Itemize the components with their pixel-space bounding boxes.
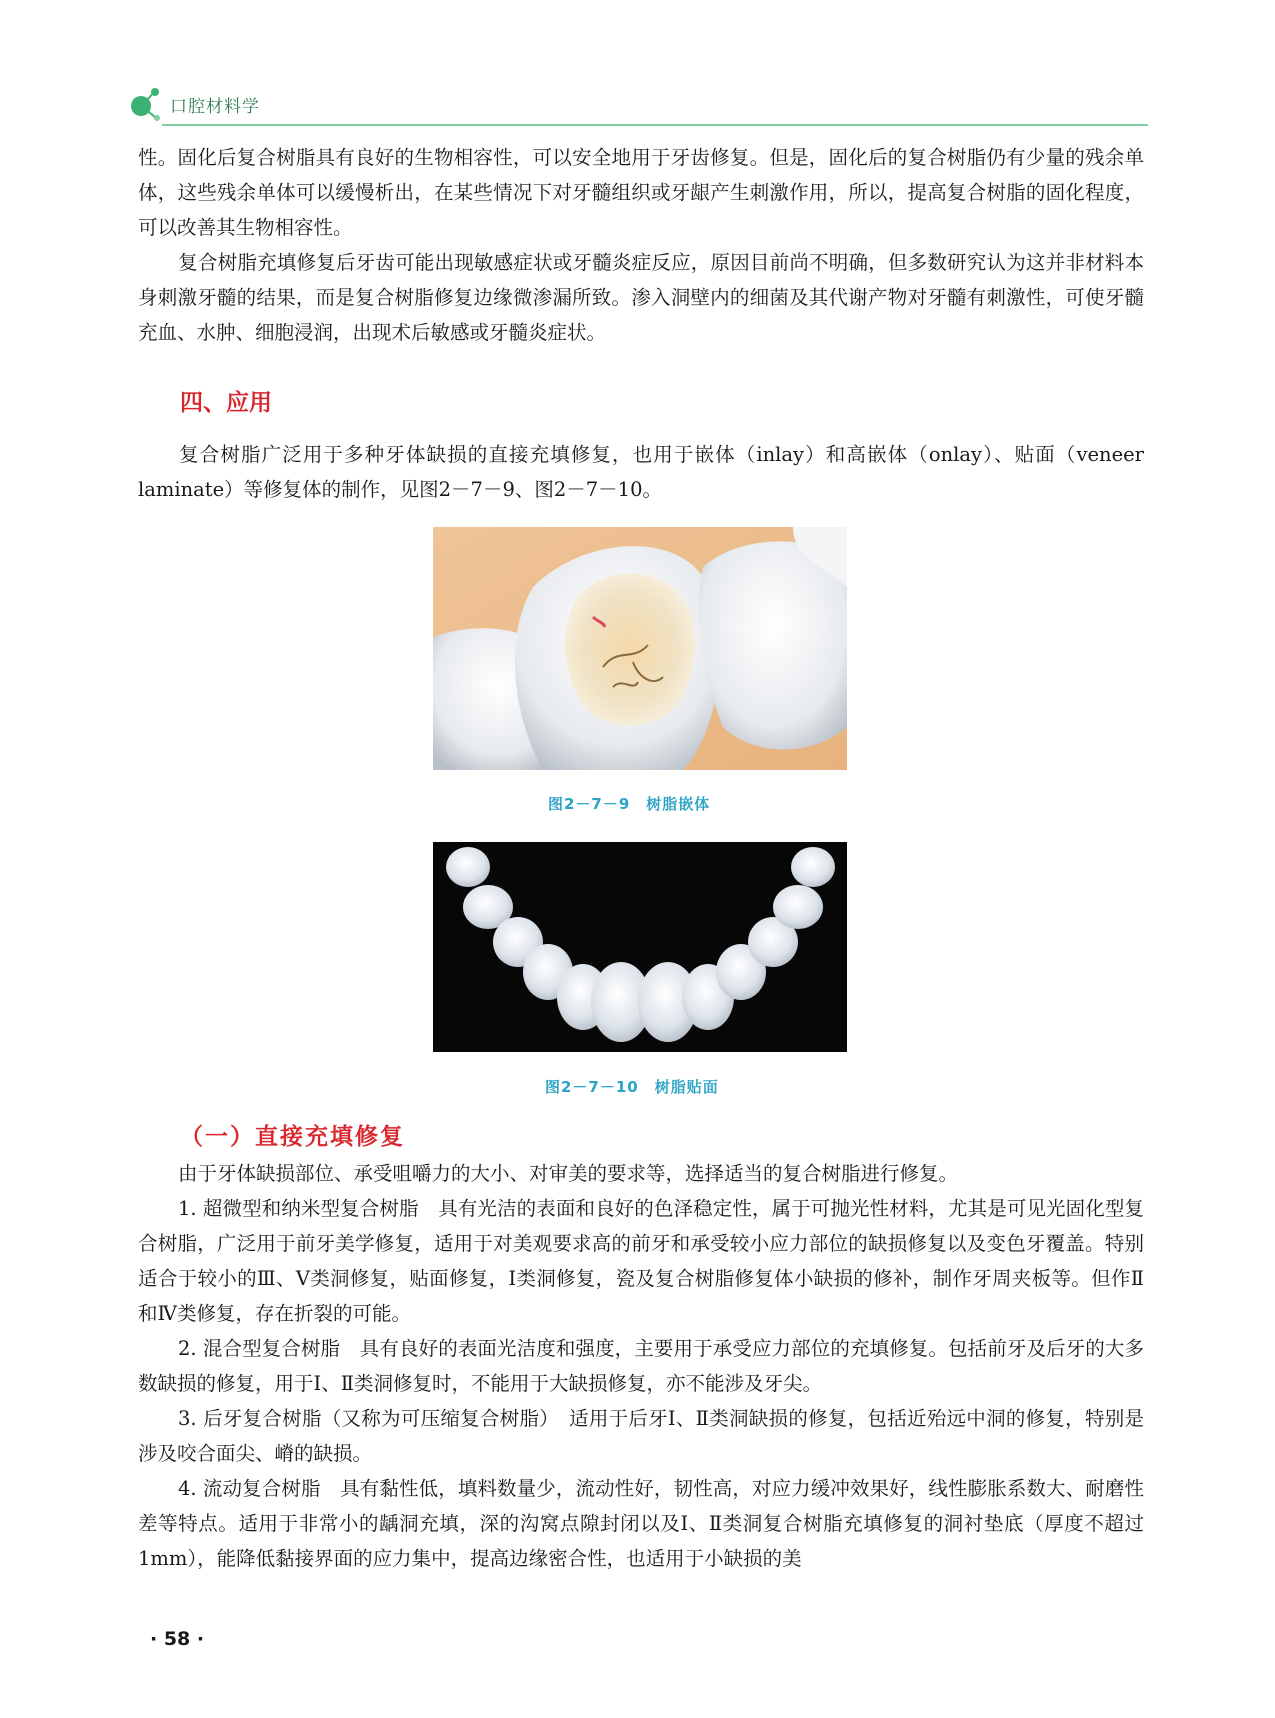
paragraph-4-text: 由于牙体缺损部位、承受咀嚼力的大小、对审美的要求等，选择适当的复合树脂进行修复。 [178, 1162, 959, 1185]
paragraph-1-text: 性。固化后复合树脂具有良好的生物相容性，可以安全地用于牙齿修复。但是，固化后的复合树脂仍有少量的残余单体，这些残余单体可以缓慢析出，在某些情况下对牙髓组织或牙龈产生刺激作用，所以，提高复合树脂的固化程度，可以改善其生物相容性。 [138, 146, 1144, 239]
book-title: 口腔材料学 [170, 97, 260, 117]
paragraph-6 [138, 1331, 1144, 1401]
page-number: · 58 · [150, 1628, 205, 1650]
header-rule [162, 124, 1148, 126]
paragraph-5-text: 1. 超微型和纳米型复合树脂 具有光洁的表面和良好的色泽稳定性，属于可抛光性材料，尤其是可见光固化型复合树脂，广泛用于前牙美学修复，适用于对美观要求高的前牙和承受较小应力部位的缺损修复以及变色牙覆盖。特别适合于较小的Ⅲ、Ⅴ类洞修复，贴面修复，Ⅰ类洞修复，瓷及复合树脂修复体小缺损的修补，制作牙周夹板等。但作Ⅱ和Ⅳ类修复，存在折裂的可能。 [138, 1197, 1144, 1325]
paragraph-8 [138, 1471, 1144, 1576]
paragraph-5 [138, 1191, 1144, 1331]
running-header [128, 86, 1148, 126]
subsection-heading: （一）直接充填修复 [180, 1123, 405, 1150]
paragraph-7-text: 3. 后牙复合树脂（又称为可压缩复合树脂） 适用于后牙Ⅰ、Ⅱ类洞缺损的修复，包括近殆远中洞的修复，特别是涉及咬合面尖、嵴的缺损。 [138, 1407, 1144, 1465]
paragraph-3 [138, 437, 1144, 507]
paragraph-2 [138, 245, 1144, 350]
figure-2-caption: 图2－7－10 树脂贴面 [545, 1078, 719, 1096]
paragraph-6-text: 2. 混合型复合树脂 具有良好的表面光洁度和强度，主要用于承受应力部位的充填修复。包括前牙及后牙的大多数缺损的修复，用于Ⅰ、Ⅱ类洞修复时，不能用于大缺损修复，亦不能涉及牙尖。 [138, 1337, 1144, 1395]
section-heading: 四、应用 [180, 390, 272, 416]
paragraph-3-text: 复合树脂广泛用于多种牙体缺损的直接充填修复，也用于嵌体（inlay）和高嵌体（onlay）、贴面（veneer laminate）等修复体的制作，见图2－7－9、图2－7－10。 [138, 443, 1144, 501]
figure-1-caption: 图2－7－9 树脂嵌体 [548, 795, 711, 813]
paragraph-7 [138, 1401, 1144, 1471]
paragraph-1 [138, 140, 1144, 245]
molecule-logo-icon [128, 86, 164, 122]
resin-inlay-photo [433, 527, 847, 770]
paragraph-8-text: 4. 流动复合树脂 具有黏性低，填料数量少，流动性好，韧性高，对应力缓冲效果好，线性膨胀系数大、耐磨性差等特点。适用于非常小的龋洞充填，深的沟窝点隙封闭以及Ⅰ、Ⅱ类洞复合树脂充填修复的洞衬垫底（厚度不超过1mm），能降低黏接界面的应力集中，提高边缘密合性，也适用于小缺损的美 [138, 1477, 1144, 1570]
resin-veneer-photo [433, 842, 847, 1052]
paragraph-2-text: 复合树脂充填修复后牙齿可能出现敏感症状或牙髓炎症反应，原因目前尚不明确，但多数研究认为这并非材料本身刺激牙髓的结果，而是复合树脂修复边缘微渗漏所致。渗入洞壁内的细菌及其代谢产物对牙髓有刺激性，可使牙髓充血、水肿、细胞浸润，出现术后敏感或牙髓炎症状。 [138, 251, 1144, 344]
paragraph-4 [138, 1156, 1144, 1191]
